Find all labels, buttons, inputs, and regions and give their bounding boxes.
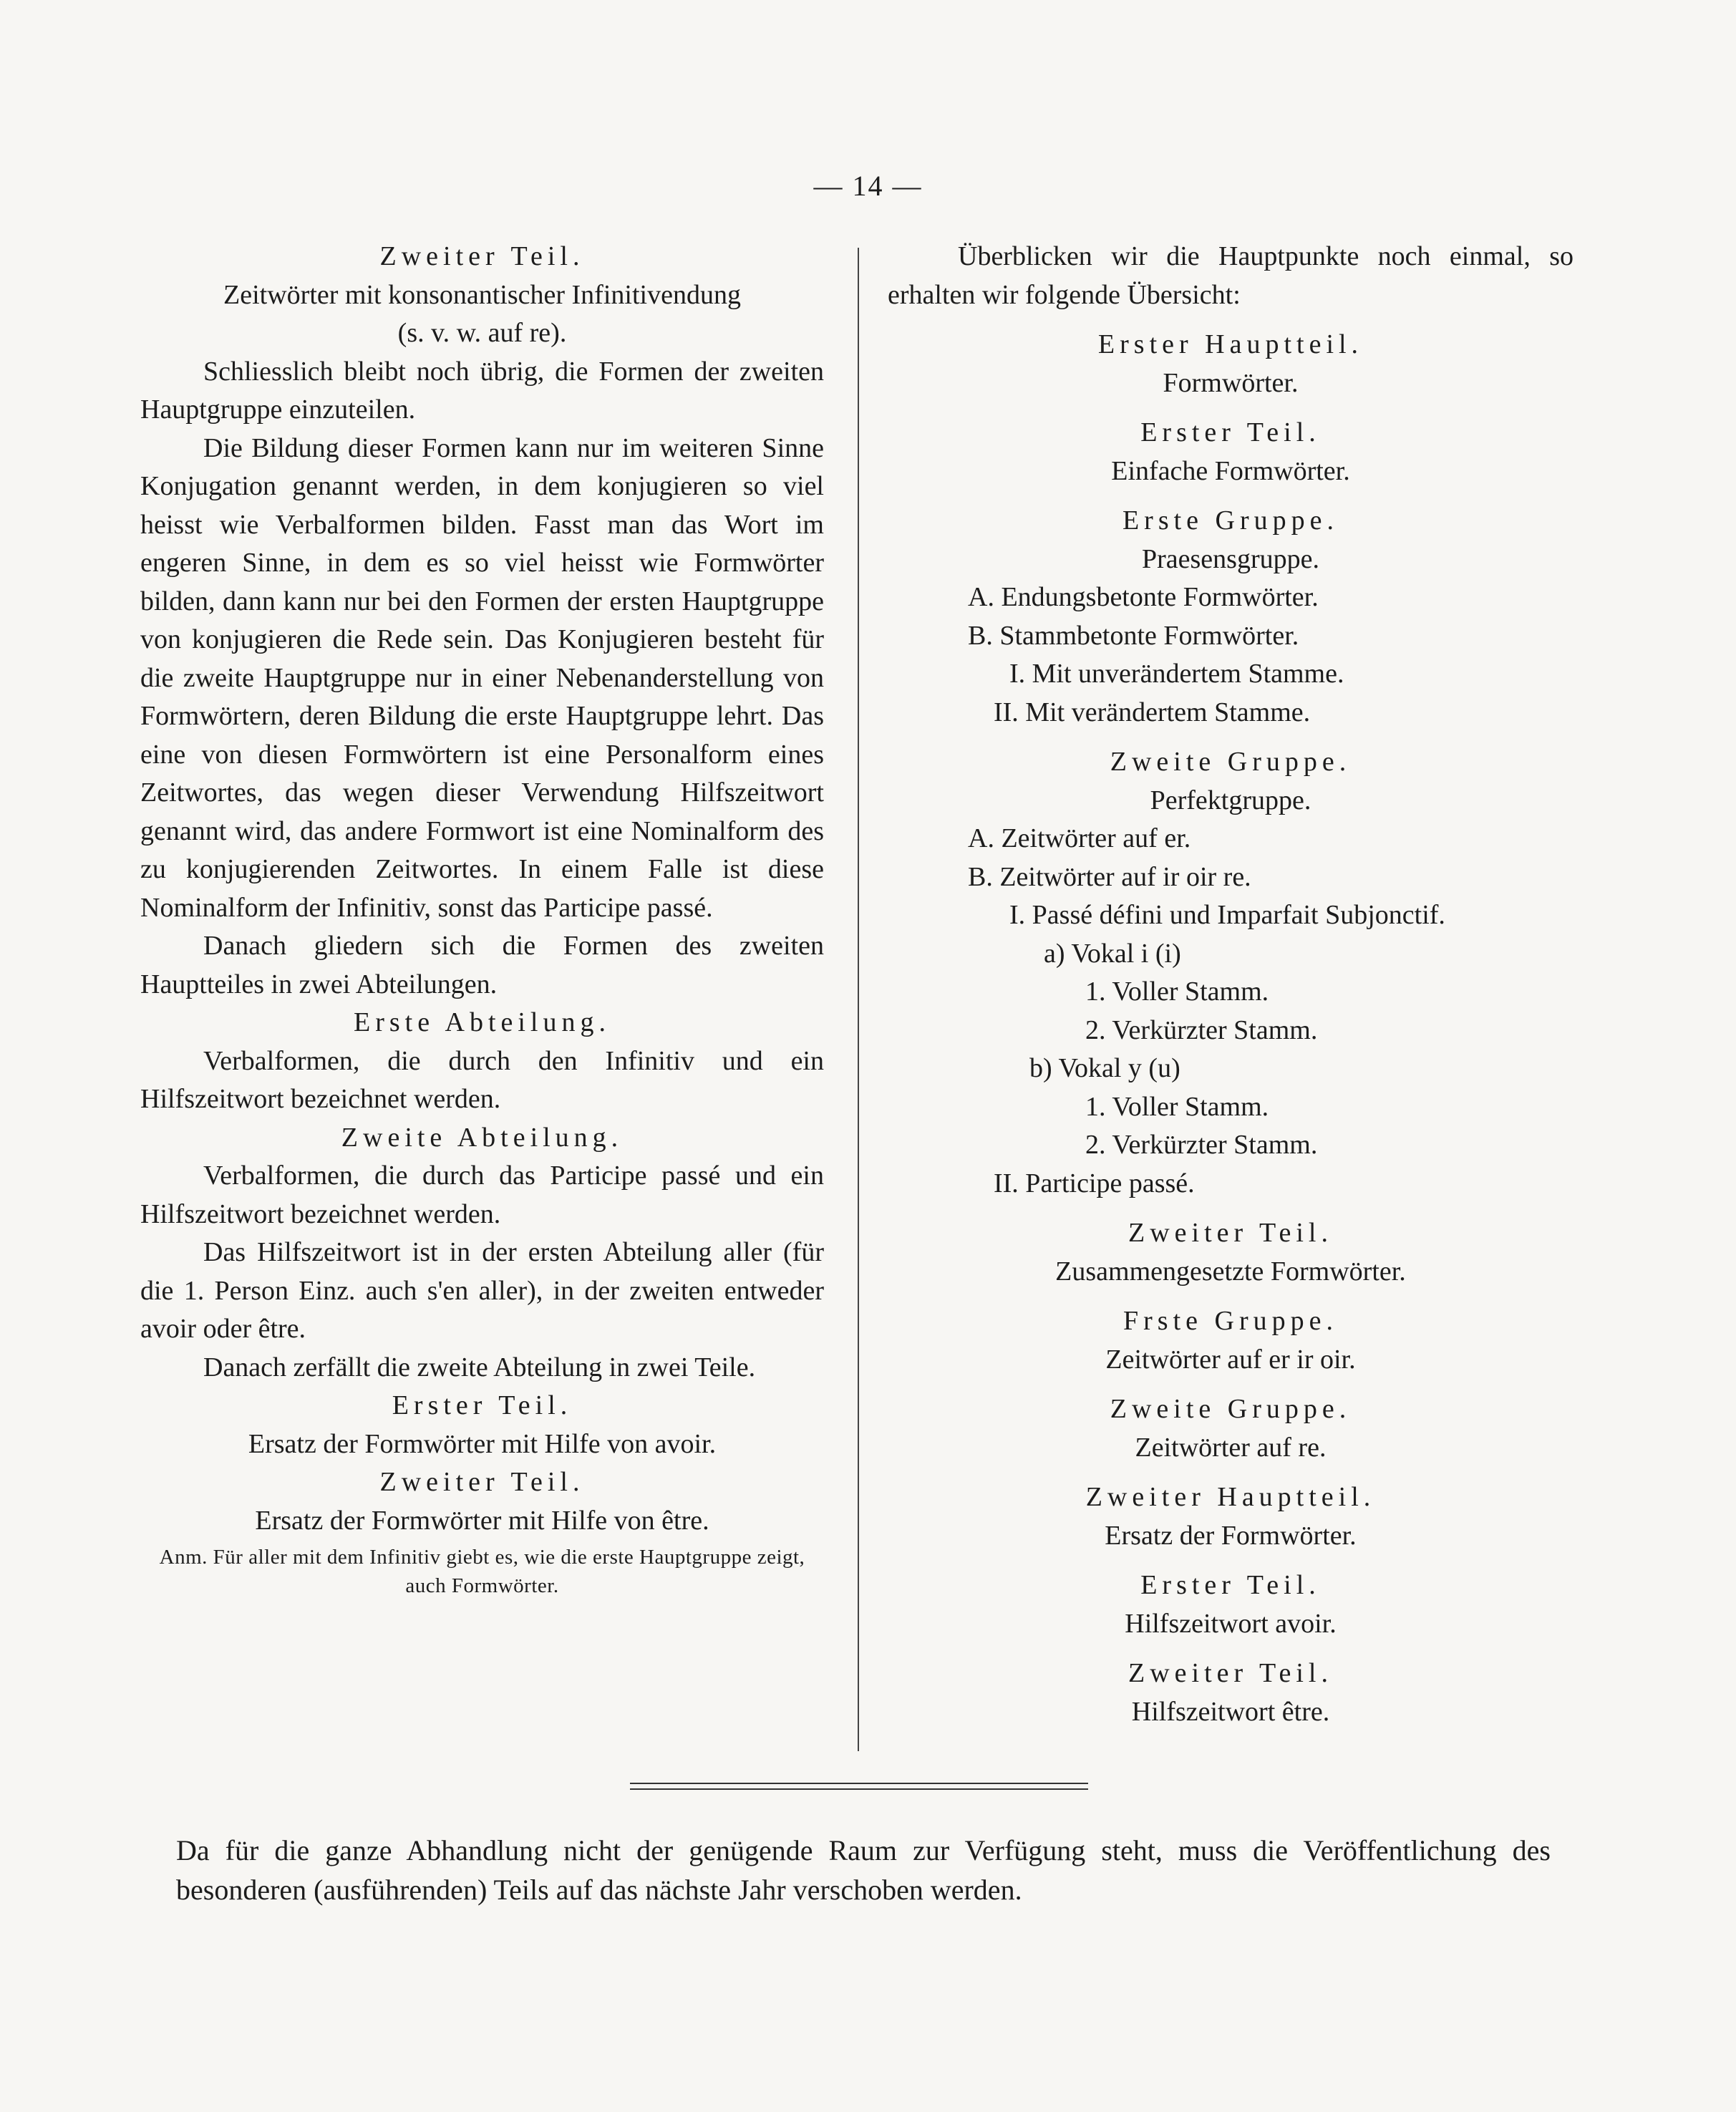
outline-item: a) Vokal i (i) <box>1044 938 1181 969</box>
outline-subheading: Perfektgruppe. <box>1150 785 1311 815</box>
paragraph: Das Hilfszeitwort ist in der ersten Abteilung aller (für die 1. Person Einz. auch s'en aller), in der zweiten entweder avoir oder être. <box>140 1237 824 1344</box>
page-number: — 14 — <box>813 170 923 202</box>
paragraph: Danach zerfällt die zweite Abteilung in zwei Teile. <box>203 1352 756 1382</box>
outline-item: 2. Verkürzter Stamm. <box>1085 1130 1318 1160</box>
outline-subheading: Ersatz der Formwörter. <box>1105 1520 1357 1551</box>
outline-item: II. Mit verändertem Stamme. <box>994 697 1311 727</box>
outline-heading: Erster Teil. <box>1140 417 1321 447</box>
left-column <box>140 238 824 1600</box>
outline-subheading: Formwörter. <box>1163 367 1299 398</box>
outline-item: b) Vokal y (u) <box>1029 1053 1180 1083</box>
outline-subheading: Hilfszeitwort avoir. <box>1125 1608 1337 1639</box>
outline-item: B. Zeitwörter auf ir oir re. <box>968 861 1251 892</box>
subsection-heading: Zweiter Teil. <box>379 1467 585 1497</box>
outline-heading: Zweite Gruppe. <box>1110 1394 1352 1424</box>
section-subheading-note: (s. v. w. auf re). <box>397 318 567 348</box>
paragraph: Danach gliedern sich die Formen des zweiten Hauptteiles in zwei Abteilungen. <box>140 931 824 999</box>
outline-item: A. Zeitwörter auf er. <box>968 823 1191 853</box>
footer-note: Da für die ganze Abhandlung nicht der genügende Raum zur Verfügung steht, muss die Veröffentlichung des besonderen (ausführenden) Teils auf das nächste Jahr verschoben werden. <box>176 1834 1551 1906</box>
outline-subheading: Zusammengesetzte Formwörter. <box>1055 1256 1406 1287</box>
paragraph: Verbalformen, die durch das Participe passé und ein Hilfszeitwort bezeichnet werden. <box>140 1161 824 1229</box>
outline-subheading: Zeitwörter auf re. <box>1135 1432 1327 1463</box>
outline-heading: Frste Gruppe. <box>1123 1306 1338 1336</box>
subsection-heading: Zweite Abteilung. <box>341 1122 624 1153</box>
outline-item: A. Endungsbetonte Formwörter. <box>968 582 1319 612</box>
paragraph: Schliesslich bleibt noch übrig, die Formen der zweiten Hauptgruppe einzuteilen. <box>140 356 824 425</box>
annotation-note: Anm. Für aller mit dem Infinitiv giebt es, wie die erste Hauptgruppe zeigt, auch Formwörter. <box>159 1546 805 1597</box>
outline-subheading: Praesensgruppe. <box>1142 543 1319 574</box>
outline-subheading: Zeitwörter auf er ir oir. <box>1105 1344 1356 1375</box>
paragraph: Verbalformen, die durch den Infinitiv und ein Hilfszeitwort bezeichnet werden. <box>140 1045 824 1114</box>
paragraph: Die Bildung dieser Formen kann nur im weiteren Sinne Konjugation genannt werden, in dem konjugieren so viel heisst wie Verbalformen bilden. Fasst man das Wort im engeren Sinne, in dem es so viel heisst wie Formwörter bilden, dann kann nur bei den Formen der ersten Hauptgruppe von konjugieren die Rede sein. Das Konjugieren besteht für die zweite Hauptgruppe nur in einer Nebenanderstellung von Formwörtern, deren Bildung die erste Hauptgruppe lehrt. Das eine von diesen Formwörtern ist eine Personalform eines Zeitwortes, das wegen dieser Verwendung Hilfszeitwort genannt wird, das andere Formwort ist eine Nominalform des zu konjugierenden Zeitwortes. In einem Falle ist diese Nominalform der Infinitiv, sonst das Participe passé. <box>140 432 824 923</box>
subsection-text: Ersatz der Formwörter mit Hilfe von être. <box>255 1505 709 1536</box>
outline-item: 1. Voller Stamm. <box>1085 1091 1269 1122</box>
subsection-text: Ersatz der Formwörter mit Hilfe von avoir. <box>248 1428 717 1459</box>
right-column <box>888 238 1573 1731</box>
outline-heading: Erster Teil. <box>1140 1570 1321 1600</box>
outline-item: 2. Verkürzter Stamm. <box>1085 1014 1318 1045</box>
outline-heading: Zweiter Teil. <box>1128 1658 1333 1688</box>
outline-item: I. Passé défini und Imparfait Subjonctif. <box>1009 900 1445 930</box>
outline-heading: Zweiter Hauptteil. <box>1085 1482 1376 1512</box>
subsection-heading: Erste Abteilung. <box>354 1007 611 1037</box>
outline-item: 1. Voller Stamm. <box>1085 977 1269 1007</box>
overview-intro: Überblicken wir die Hauptpunkte noch einmal, so erhalten wir folgende Übersicht: <box>888 241 1573 310</box>
outline-item: II. Participe passé. <box>994 1168 1195 1198</box>
outline-item: B. Stammbetonte Formwörter. <box>968 620 1299 651</box>
subsection-heading: Erster Teil. <box>392 1390 573 1420</box>
column-divider <box>858 248 859 1751</box>
outline-heading: Erste Gruppe. <box>1122 505 1339 536</box>
section-heading: Zweiter Teil. <box>379 241 585 271</box>
outline-heading: Erster Hauptteil. <box>1097 329 1364 359</box>
outline-subheading: Einfache Formwörter. <box>1111 455 1350 486</box>
outline-heading: Zweiter Teil. <box>1128 1218 1333 1248</box>
outline-item: I. Mit unverändertem Stamme. <box>1009 659 1344 689</box>
outline-subheading: Hilfszeitwort être. <box>1131 1696 1330 1727</box>
section-subheading: Zeitwörter mit konsonantischer Infinitivendung <box>223 279 741 310</box>
separator-rule <box>630 1783 1088 1790</box>
outline-heading: Zweite Gruppe. <box>1110 747 1352 777</box>
